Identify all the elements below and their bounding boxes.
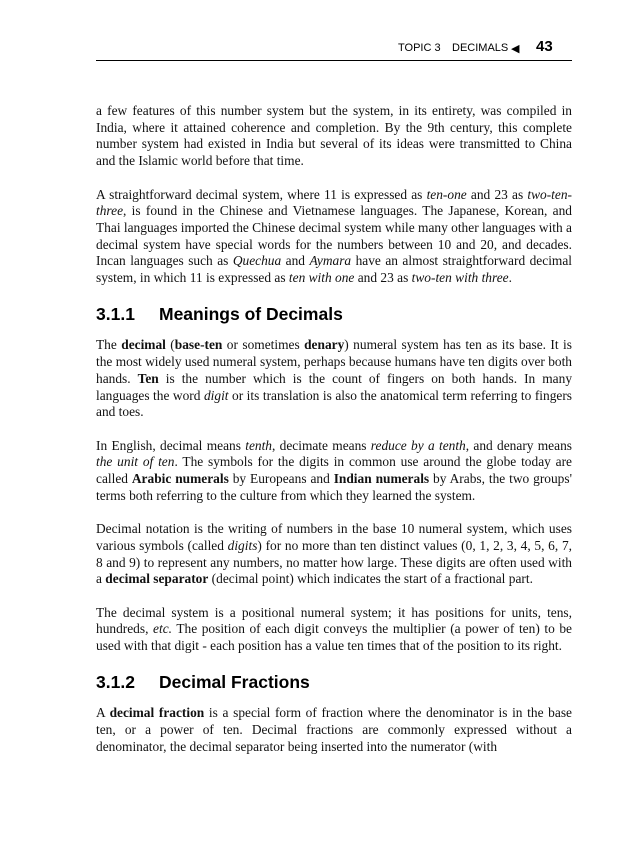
bold-term: Ten xyxy=(137,370,159,386)
paragraph-6 xyxy=(96,605,572,655)
text-run: ( xyxy=(165,337,175,353)
emphasis: two-ten-three xyxy=(96,186,572,219)
text-run: , is found in the Chinese and Vietnamese languages. The Japanese, Korean, and Thai languages imported the Chinese decimal system while many other languages with a decimal system have special words for the numbers between 10 and 20, and decades. Incan languages such as xyxy=(96,203,572,269)
text-run: by Europeans and xyxy=(228,471,334,487)
text-run: is a special form of fraction where the denominator is in the base ten, or a power of ten. Decimal fractions are commonly expressed without a denominator, the decimal separator being inserted into the numerator (with xyxy=(96,705,572,754)
text-run: . xyxy=(508,270,512,286)
text-run: , decimate means xyxy=(272,437,371,453)
bold-term: decimal xyxy=(121,337,166,353)
text-run: A xyxy=(96,705,110,721)
bold-term: decimal fraction xyxy=(109,705,205,721)
paragraph-1-text: a few features of this number system but the system, in its entirety, was compiled in India, where it attained coherence and completion. By the 9th century, this complete number system had existed in India but several of its ideas were transmitted to China and the Islamic world before that time. xyxy=(96,103,572,169)
emphasis: etc. xyxy=(153,621,172,637)
text-run: ) for no more than ten distinct values (0, 1, 2, 3, 4, 5, 6, 7, 8 and 9) to represent any numbers, no matter how large. These digits are often used with a xyxy=(96,537,572,587)
paragraph-5 xyxy=(96,521,572,588)
section-title: Decimal Fractions xyxy=(159,672,310,693)
text-run: by Arabs, the two groups' terms both referring to the culture from which they learned the system. xyxy=(96,471,572,503)
emphasis: Aymara xyxy=(309,253,352,269)
text-run: ) numeral system has ten as its base. It is the most widely used numeral system, perhaps because humans have ten digits over both hands. xyxy=(96,337,573,386)
paragraph-4 xyxy=(96,438,572,505)
page-number: 43 xyxy=(536,38,553,55)
bold-term: decimal separator xyxy=(105,571,209,587)
emphasis: digits xyxy=(227,537,258,553)
emphasis: ten with one xyxy=(288,270,355,286)
text-run: is the number which is the count of fingers on both hands. In many languages the word xyxy=(96,370,573,403)
emphasis: digit xyxy=(203,387,229,403)
text-run: or sometimes xyxy=(222,337,305,353)
emphasis: ten-one xyxy=(426,186,467,202)
section-number: 3.1.1 xyxy=(96,304,135,325)
paragraph-7 xyxy=(96,705,572,755)
text-run: The decimal system is a positional numeral system; it has positions for units, tens, hundreds, xyxy=(96,604,572,637)
text-run: or its translation is also the anatomical term referring to fingers and toes. xyxy=(96,387,573,420)
text-run: (decimal point) which indicates the start of a fractional part. xyxy=(208,571,533,587)
text-run: The xyxy=(96,337,122,353)
running-header xyxy=(96,38,572,61)
emphasis: two-ten with three xyxy=(411,270,509,286)
text-run: , and denary means xyxy=(465,437,572,453)
paragraph-1 xyxy=(96,103,572,170)
text-run: The position of each digit conveys the multiplier (a power of ten) to be used with that digit - each position has a value ten times that of the position to its right. xyxy=(96,621,572,654)
text-run: . The symbols for the digits in common use around the globe today are called xyxy=(96,454,572,487)
bold-term: Indian numerals xyxy=(333,471,430,487)
bold-term: Arabic numerals xyxy=(131,471,229,487)
section-heading-3-1-1 xyxy=(96,303,572,325)
text-run: have an almost straightforward decimal system, in which 11 is expressed as xyxy=(96,253,572,286)
text-run: A straightforward decimal system, where 11 is expressed as xyxy=(96,186,427,202)
body-text xyxy=(96,103,572,772)
text-run: Decimal notation is the writing of numbers in the base 10 numeral system, which uses various symbols (called xyxy=(96,521,572,553)
header-topic: TOPIC 3 xyxy=(398,42,441,54)
paragraph-2 xyxy=(96,187,572,287)
emphasis: Quechua xyxy=(232,253,282,269)
emphasis: tenth xyxy=(245,437,272,453)
text-run: and xyxy=(281,253,310,269)
emphasis: the unit of ten xyxy=(96,454,175,470)
emphasis: reduce by a tenth xyxy=(370,437,466,453)
bold-term: base-ten xyxy=(174,337,223,353)
text-run: and 23 as xyxy=(354,270,412,286)
paragraph-3 xyxy=(96,337,572,421)
text-run: In English, decimal means xyxy=(96,437,246,453)
section-number: 3.1.2 xyxy=(96,672,135,693)
section-heading-3-1-2 xyxy=(96,671,572,693)
header-chapter-title: DECIMALS xyxy=(452,42,509,54)
section-title: Meanings of Decimals xyxy=(159,304,343,325)
bold-term: denary xyxy=(304,337,345,353)
triangle-left-icon: ◀ xyxy=(511,43,520,55)
text-run: and 23 as xyxy=(466,186,528,202)
